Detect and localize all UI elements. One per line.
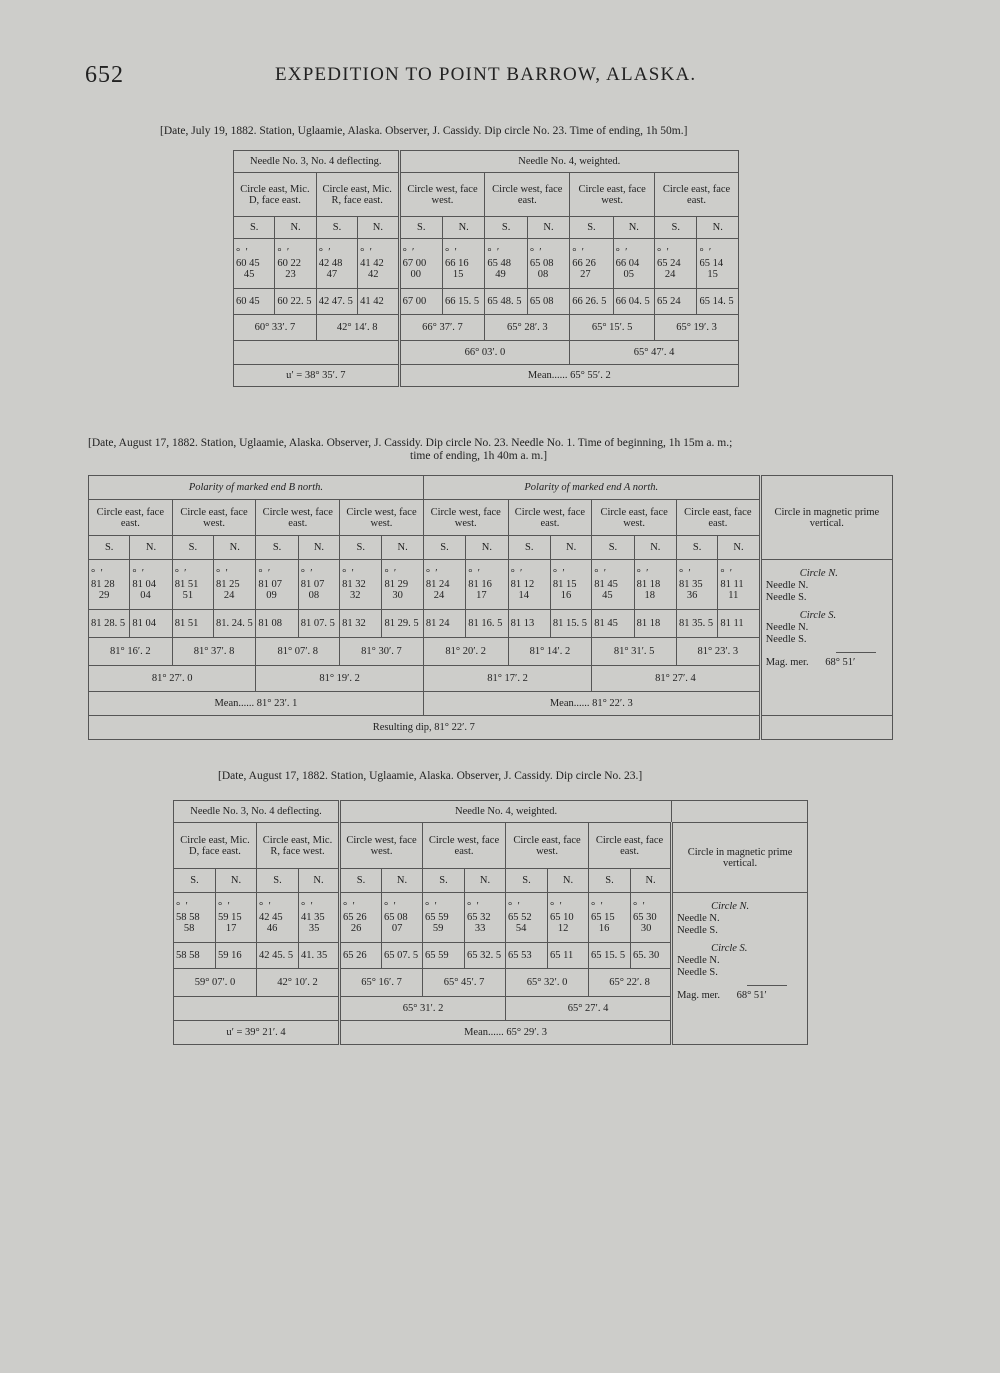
mean-cell: 66 26. 5	[570, 289, 613, 315]
reading-cell: ° ′ 65 59 59	[423, 893, 465, 943]
reading-cell: ° ′ 65 14 15	[697, 239, 739, 289]
table1-caption: [Date, July 19, 1882. Station, Uglaamie, Alaska. Observer, J. Cassidy. Dip circle No. 23. Time of ending, 1h 50m.]	[160, 125, 688, 137]
mean-cell: 65 26	[340, 943, 382, 969]
sn-header: N.	[358, 217, 399, 239]
mag-mer-row	[677, 990, 803, 1002]
mean-cell: 41. 35	[299, 943, 340, 969]
needle-s-label: Needle S.	[677, 967, 718, 978]
reading-cell: ° ′ 65 24 24	[655, 239, 697, 289]
reading-cell: ° ′ 41 35 35	[299, 893, 340, 943]
column-header: Circle west, face east.	[256, 500, 340, 536]
sn-header: S.	[340, 869, 382, 893]
column-header: Circle east, face east.	[655, 173, 739, 217]
column-header: Circle east, face east.	[589, 823, 672, 869]
sn-header: S.	[172, 536, 213, 560]
reading-cell: ° ′ 81 51 51	[172, 560, 213, 610]
mean-cell: 41 42	[358, 289, 399, 315]
sn-header: N.	[634, 536, 676, 560]
sn-header: S.	[257, 869, 299, 893]
mean-cell: 58 58	[174, 943, 216, 969]
reading-cell: ° ′ 58 58 58	[174, 893, 216, 943]
sn-header: N.	[548, 869, 589, 893]
sn-header: N.	[631, 869, 672, 893]
sn-header: S.	[485, 217, 527, 239]
sn-header: N.	[527, 217, 569, 239]
reading-cell: ° ′ 81 45 45	[592, 560, 634, 610]
quad-mean: 66° 03′. 0	[399, 341, 570, 365]
reading-cell: ° ′ 81 25 24	[214, 560, 256, 610]
mean-cell: 81 28. 5	[89, 610, 130, 638]
reading-cell: ° ′ 59 15 17	[216, 893, 257, 943]
sn-header: N.	[443, 217, 485, 239]
quad-mean: 65° 47′. 4	[570, 341, 739, 365]
pair-mean: 81° 20′. 2	[423, 638, 508, 666]
column-header: Circle west, face east.	[423, 823, 506, 869]
pair-mean: 81° 16′. 2	[89, 638, 173, 666]
mean-cell: 81 07. 5	[298, 610, 339, 638]
column-header: Circle west, face west.	[423, 500, 508, 536]
mean-cell: 60 45	[234, 289, 275, 315]
sn-header: N.	[298, 536, 339, 560]
reading-cell: ° ′ 65 15 16	[589, 893, 631, 943]
reading-cell: ° ′ 60 45 45	[234, 239, 275, 289]
pair-mean: 42° 14′. 8	[316, 315, 399, 341]
sn-header: S.	[256, 536, 298, 560]
mean-cell: 67 00	[399, 289, 442, 315]
reading-cell: ° ′ 65 32 33	[465, 893, 506, 943]
resulting-dip: Resulting dip, 81° 22′. 7	[89, 716, 761, 740]
reading-cell: ° ′ 81 12 14	[508, 560, 550, 610]
sn-header: S.	[399, 217, 442, 239]
column-header: Circle west, face west.	[399, 173, 485, 217]
mag-panel-title: Circle in magnetic prime vertical.	[672, 823, 808, 893]
table1	[233, 150, 739, 387]
reading-cell: ° ′ 81 07 08	[298, 560, 339, 610]
sn-header: N.	[275, 217, 316, 239]
mean-cell: 65 11	[548, 943, 589, 969]
running-head: EXPEDITION TO POINT BARROW, ALASKA.	[275, 64, 697, 85]
mag-panel	[672, 893, 808, 1045]
mag-mer-row	[766, 657, 888, 669]
sn-header: S.	[423, 536, 465, 560]
sn-header: N.	[613, 217, 654, 239]
mean-cell: 81 32	[340, 610, 382, 638]
reading-cell: ° ′ 81 18 18	[634, 560, 676, 610]
column-header: Circle east, Mic. R, face west.	[257, 823, 340, 869]
table2-caption: [Date, August 17, 1882. Station, Uglaamie, Alaska. Observer, J. Cassidy. Dip circle No. 23. Needle No. 1. Time of beginning, 1h 15m a. m.;	[88, 437, 733, 449]
table2	[88, 475, 893, 740]
quad-mean: 81° 27′. 0	[89, 666, 256, 692]
overall-mean: Mean...... 65° 29′. 3	[340, 1021, 672, 1045]
column-header: Circle east, Mic. D, face east.	[234, 173, 317, 217]
reading-cell: ° ′ 81 28 29	[89, 560, 130, 610]
reading-cell: ° ′ 81 04 04	[130, 560, 172, 610]
sn-header: N.	[465, 869, 506, 893]
reading-cell: ° ′ 65 30 30	[631, 893, 672, 943]
group-header: Needle No. 4, weighted.	[399, 151, 738, 173]
group-header: Polarity of marked end B north.	[89, 476, 424, 500]
mean-cell: 81 51	[172, 610, 213, 638]
reading-cell: ° ′ 66 04 05	[613, 239, 654, 289]
column-header: Circle east, face west.	[506, 823, 589, 869]
sn-header: N.	[550, 536, 591, 560]
mean-cell: 59 16	[216, 943, 257, 969]
pair-mean: 81° 30′. 7	[340, 638, 424, 666]
mean-cell: 42 47. 5	[316, 289, 357, 315]
reading-cell: ° ′ 81 15 16	[550, 560, 591, 610]
column-header: Circle west, face east.	[508, 500, 592, 536]
circle-n-label: Circle N.	[799, 568, 838, 579]
sn-header: S.	[655, 217, 697, 239]
mean-cell: 81 16. 5	[466, 610, 508, 638]
mag-mer-value: 68° 51′	[736, 990, 767, 1001]
divider	[747, 985, 787, 986]
reading-cell: ° ′ 60 22 23	[275, 239, 316, 289]
reading-cell: ° ′ 81 07 09	[256, 560, 298, 610]
sn-header: N.	[466, 536, 508, 560]
sn-header: S.	[592, 536, 634, 560]
needle-s-label: Needle S.	[677, 925, 718, 936]
mean-cell: 65. 30	[631, 943, 672, 969]
table3-caption: [Date, August 17, 1882. Station, Uglaamie, Alaska. Observer, J. Cassidy. Dip circle No. 23.]	[218, 770, 643, 782]
sn-header: S.	[316, 217, 357, 239]
mean-cell: 81 15. 5	[550, 610, 591, 638]
column-header: Circle east, Mic. D, face east.	[174, 823, 257, 869]
half-mean: Mean...... 81° 22′. 3	[423, 692, 760, 716]
quad-mean: 65° 31′. 2	[340, 997, 506, 1021]
mean-cell: 65 48. 5	[485, 289, 527, 315]
mean-cell: 65 32. 5	[465, 943, 506, 969]
mean-cell: 60 22. 5	[275, 289, 316, 315]
needle-s-label: Needle S.	[765, 634, 807, 645]
empty-cell	[234, 341, 400, 365]
u-result: u′ = 39° 21′. 4	[174, 1021, 340, 1045]
pair-mean: 81° 14′. 2	[508, 638, 592, 666]
circle-n-label: Circle N.	[711, 901, 750, 912]
column-header: Circle east, face west.	[592, 500, 677, 536]
reading-cell: ° ′ 66 16 15	[443, 239, 485, 289]
reading-cell: ° ′ 81 32 32	[340, 560, 382, 610]
column-header: Circle west, face west.	[340, 500, 424, 536]
sn-header: S.	[174, 869, 216, 893]
reading-cell: ° ′ 42 45 46	[257, 893, 299, 943]
needle-n-label: Needle N.	[765, 580, 809, 591]
sn-header: N.	[216, 869, 257, 893]
mean-cell: 65 15. 5	[589, 943, 631, 969]
table2-caption-line2: time of ending, 1h 40m a. m.]	[410, 450, 548, 462]
reading-cell: ° ′ 65 08 07	[382, 893, 423, 943]
pair-mean: 65° 15′. 5	[570, 315, 655, 341]
reading-cell: ° ′ 81 29 30	[382, 560, 423, 610]
group-header: Polarity of marked end A north.	[423, 476, 760, 500]
sn-header: S.	[340, 536, 382, 560]
sn-header: S.	[89, 536, 130, 560]
mean-cell: 81 11	[718, 610, 760, 638]
needle-n-label: Needle N.	[765, 622, 809, 633]
empty-cell	[174, 997, 340, 1021]
reading-cell: ° ′ 65 26 26	[340, 893, 382, 943]
sn-header: S.	[234, 217, 275, 239]
mean-cell: 81 18	[634, 610, 676, 638]
sn-header: S.	[508, 536, 550, 560]
reading-cell: ° ′ 65 48 49	[485, 239, 527, 289]
sn-header: N.	[718, 536, 760, 560]
mean-cell: 65 59	[423, 943, 465, 969]
mean-cell: 66 04. 5	[613, 289, 654, 315]
pair-mean: 81° 07′. 8	[256, 638, 340, 666]
group-header: Needle No. 3, No. 4 deflecting.	[234, 151, 400, 173]
mag-mer-value: 68° 51′	[825, 657, 856, 668]
column-header: Circle east, face west.	[570, 173, 655, 217]
column-header: Circle east, Mic. R, face east.	[316, 173, 399, 217]
sn-header: S.	[570, 217, 613, 239]
sn-header: N.	[382, 536, 423, 560]
reading-cell: ° ′ 81 16 17	[466, 560, 508, 610]
mean-cell: 81 13	[508, 610, 550, 638]
mag-mer-label: Mag. mer.	[677, 990, 720, 1001]
group-header: Needle No. 3, No. 4 deflecting.	[174, 801, 340, 823]
mag-panel-title: Circle in magnetic prime vertical.	[760, 476, 892, 560]
overall-mean: Mean...... 65° 55′. 2	[399, 365, 738, 387]
mean-cell: 81 45	[592, 610, 634, 638]
reading-cell: ° ′ 65 52 54	[506, 893, 548, 943]
circle-s-label: Circle S.	[711, 943, 748, 954]
quad-mean: 81° 17′. 2	[423, 666, 591, 692]
column-header: Circle east, face east.	[676, 500, 760, 536]
sn-header: N.	[299, 869, 340, 893]
reading-cell: ° ′ 41 42 42	[358, 239, 399, 289]
group-header: Needle No. 4, weighted.	[340, 801, 672, 823]
mag-panel	[760, 560, 892, 716]
pair-mean: 65° 28′. 3	[485, 315, 570, 341]
u-result: u′ = 38° 35′. 7	[234, 365, 400, 387]
mean-cell: 65 08	[527, 289, 569, 315]
reading-cell: ° ′ 42 48 47	[316, 239, 357, 289]
sn-header: N.	[214, 536, 256, 560]
mean-cell: 65 24	[655, 289, 697, 315]
mean-cell: 81 29. 5	[382, 610, 423, 638]
mag-mer-label: Mag. mer.	[765, 657, 809, 668]
mean-cell: 81 08	[256, 610, 298, 638]
pair-mean: 60° 33′. 7	[234, 315, 317, 341]
sn-header: S.	[506, 869, 548, 893]
pair-mean: 81° 23′. 3	[676, 638, 760, 666]
sn-header: S.	[676, 536, 717, 560]
sn-header: S.	[423, 869, 465, 893]
divider	[836, 652, 876, 653]
needle-n-label: Needle N.	[677, 913, 720, 924]
reading-cell: ° ′ 81 35 36	[676, 560, 717, 610]
reading-cell: ° ′ 81 24 24	[423, 560, 465, 610]
sn-header: S.	[589, 869, 631, 893]
mean-cell: 65 53	[506, 943, 548, 969]
pair-mean: 65° 45′. 7	[423, 969, 506, 997]
mean-cell: 81. 24. 5	[214, 610, 256, 638]
quad-mean: 81° 27′. 4	[592, 666, 760, 692]
mean-cell: 42 45. 5	[257, 943, 299, 969]
sn-header: N.	[130, 536, 172, 560]
sn-header: N.	[382, 869, 423, 893]
column-header: Circle west, face west.	[340, 823, 423, 869]
sn-header: N.	[697, 217, 739, 239]
empty-cell	[760, 716, 892, 740]
pair-mean: 65° 32′. 0	[506, 969, 589, 997]
half-mean: Mean...... 81° 23′. 1	[89, 692, 424, 716]
circle-s-label: Circle S.	[799, 610, 837, 621]
needle-s-label: Needle S.	[765, 592, 807, 603]
pair-mean: 81° 37′. 8	[172, 638, 256, 666]
reading-cell: ° ′ 81 11 11	[718, 560, 760, 610]
pair-mean: 65° 22′. 8	[589, 969, 672, 997]
column-header: Circle east, face east.	[89, 500, 173, 536]
mean-cell: 81 35. 5	[676, 610, 717, 638]
pair-mean: 65° 19′. 3	[655, 315, 739, 341]
mean-cell: 65 07. 5	[382, 943, 423, 969]
mean-cell: 65 14. 5	[697, 289, 739, 315]
column-header: Circle east, face west.	[172, 500, 256, 536]
pair-mean: 81° 31′. 5	[592, 638, 677, 666]
reading-cell: ° ′ 66 26 27	[570, 239, 613, 289]
reading-cell: ° ′ 65 10 12	[548, 893, 589, 943]
mean-cell: 66 15. 5	[443, 289, 485, 315]
quad-mean: 81° 19′. 2	[256, 666, 423, 692]
mean-cell: 81 24	[423, 610, 465, 638]
pair-mean: 65° 16′. 7	[340, 969, 423, 997]
pair-mean: 66° 37′. 7	[399, 315, 485, 341]
pair-mean: 59° 07′. 0	[174, 969, 257, 997]
table3	[173, 800, 808, 1045]
mean-cell: 81 04	[130, 610, 172, 638]
reading-cell: ° ′ 67 00 00	[399, 239, 442, 289]
needle-n-label: Needle N.	[677, 955, 720, 966]
reading-cell: ° ′ 65 08 08	[527, 239, 569, 289]
page-number: 652	[85, 62, 124, 88]
column-header: Circle west, face east.	[485, 173, 570, 217]
pair-mean: 42° 10′. 2	[257, 969, 340, 997]
empty-cell	[672, 801, 808, 823]
quad-mean: 65° 27′. 4	[506, 997, 672, 1021]
